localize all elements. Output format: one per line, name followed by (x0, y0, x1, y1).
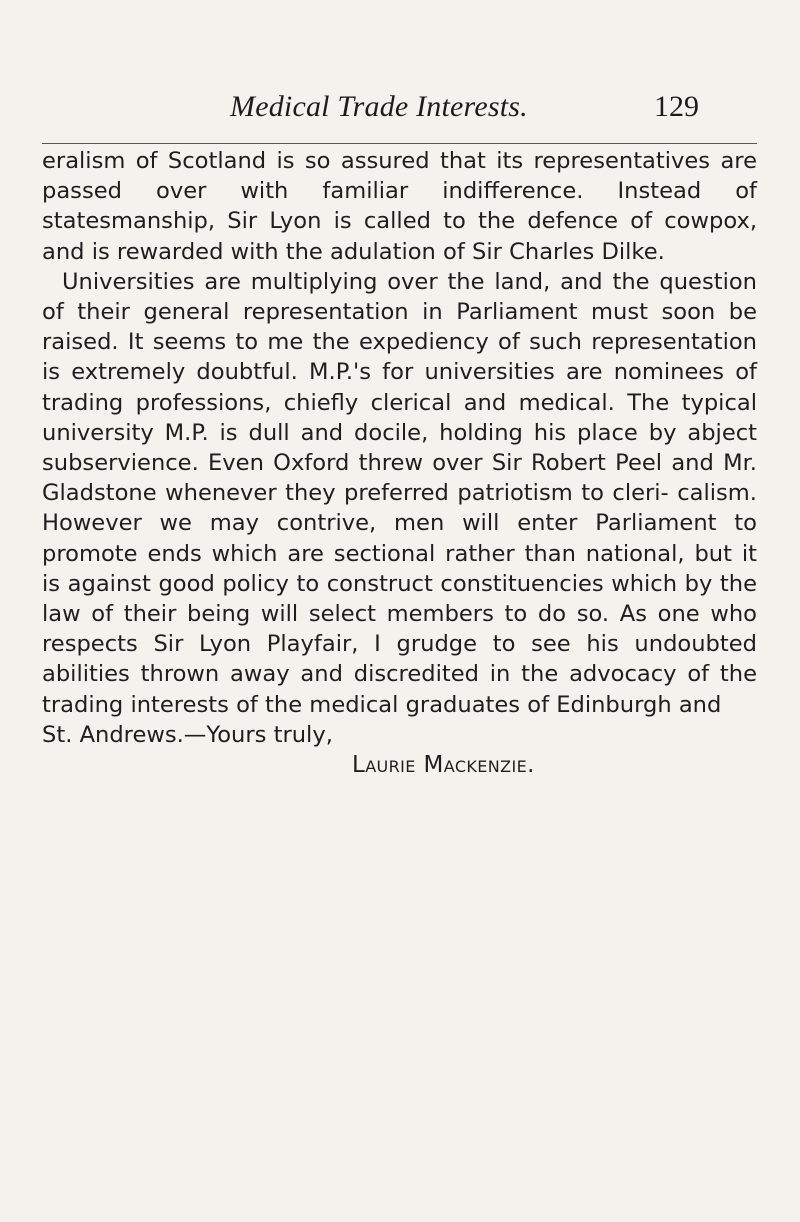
header-rule (42, 143, 757, 144)
running-head (42, 82, 757, 126)
paragraph-2: Universities are multiplying over the land, and the question of their general representation in Parliament must soon be raised. It seems to me the expediency of such representation is extremely doubtful. M.P.'s for universities are nominees of trading professions, chiefly clerical and medical. The typical university M.P. is dull and docile, holding his place by abject subservience. Even Oxford threw over Sir Robert Peel and Mr. Gladstone whenever they preferred patriotism to cleri- calism. However we may contrive, men will enter Parliament to promote ends which are sectional rather than national, but it is against good policy to construct constituencies which by the law of their being will select members to do so. As one who respects Sir Lyon Playfair, I grudge to see his undoubted abilities thrown away and discredited in the advocacy of the trading interests of the medical graduates of Edinburgh and (42, 268, 757, 718)
signature: Laurie Mackenzie. (352, 752, 535, 779)
paragraph-1: eralism of Scotland is so assured that its representatives are passed over with familiar indifference. Instead of statesmanship, Sir Lyon is called to the defence of cowpox, and is rewarded with the adulation of Sir Charles Dilke. (42, 148, 757, 265)
closing-line: St. Andrews.—Yours truly, (42, 721, 333, 748)
body-text (42, 146, 757, 780)
page-number: 129 (654, 90, 699, 123)
running-head-title: Medical Trade Interests. (230, 90, 528, 123)
